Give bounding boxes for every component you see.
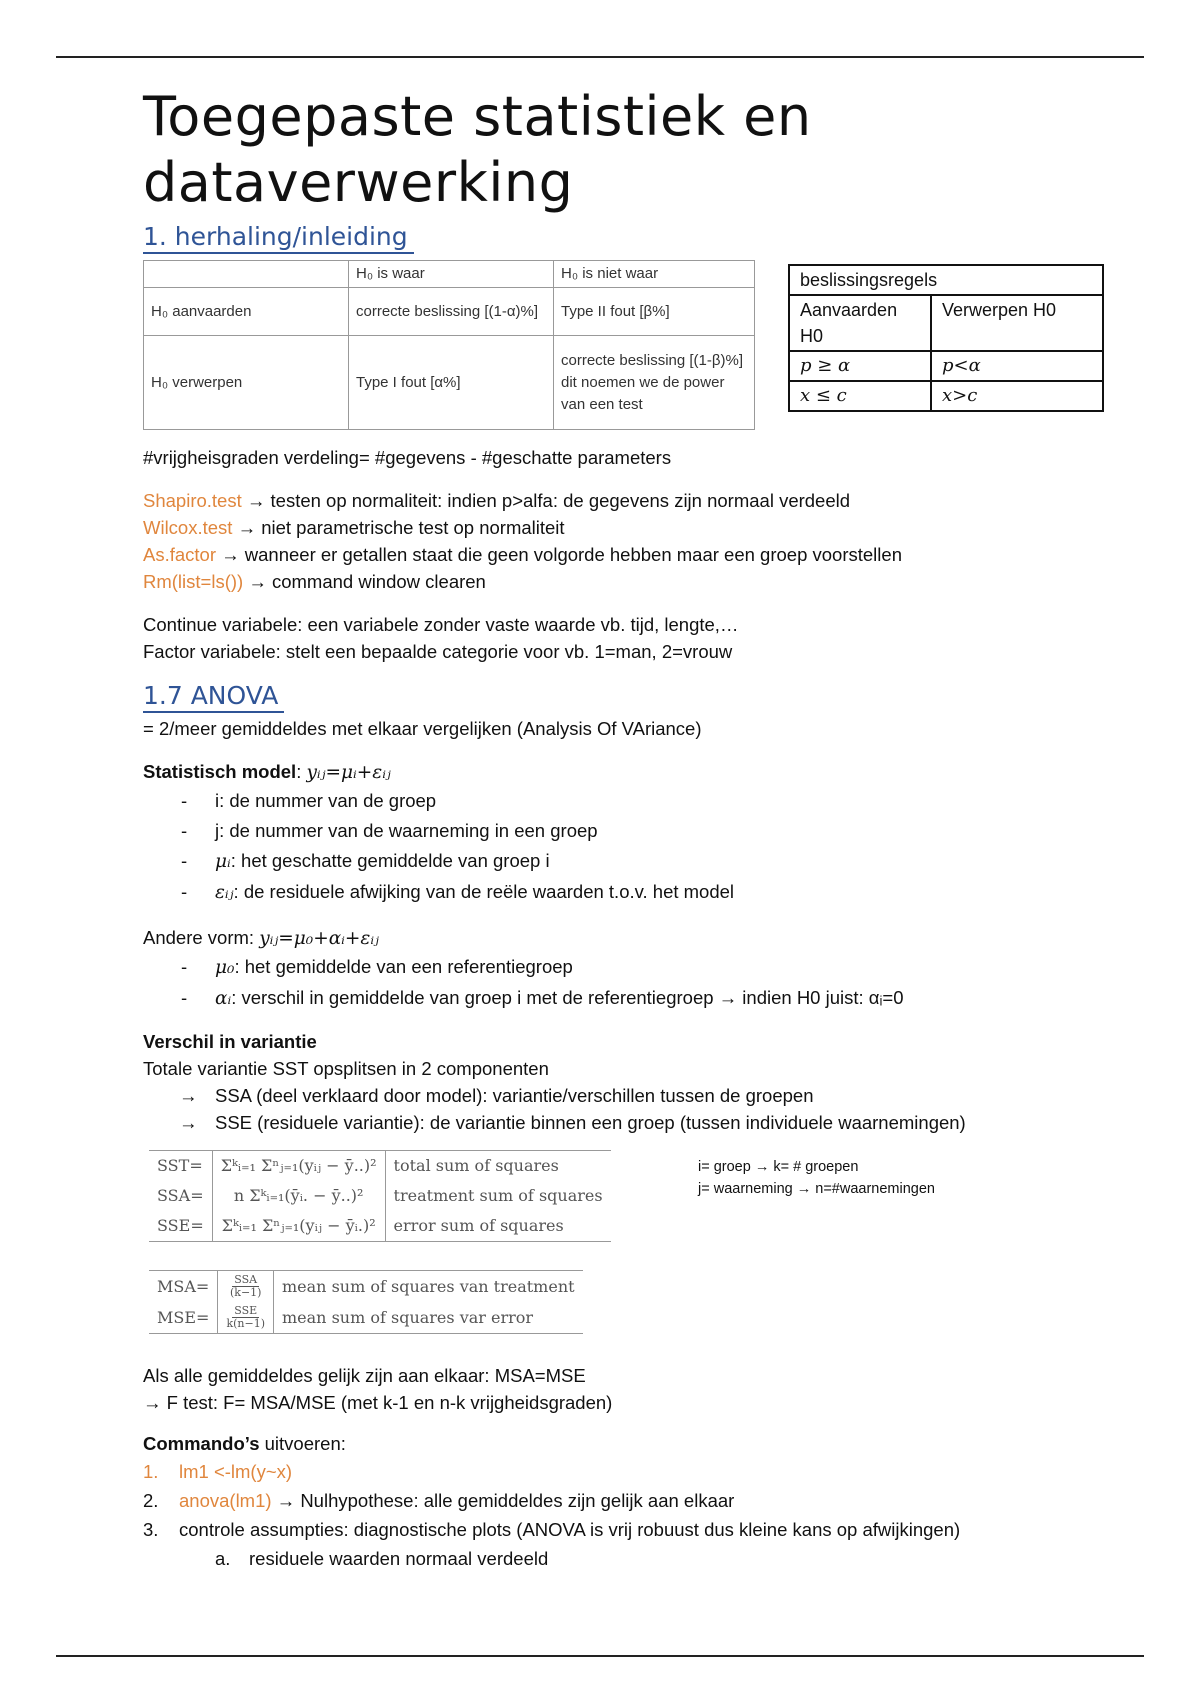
statistical-model: Statistisch model: yᵢⱼ=μᵢ+εᵢⱼ (143, 761, 391, 783)
table-row: SSE= Σᵏᵢ₌₁ Σⁿⱼ₌₁(yᵢⱼ − ȳᵢ.)² error sum of squares (149, 1211, 611, 1242)
degrees-of-freedom-note: #vrijgheisgraden verdeling= #gegevens - #geschatte parameters (143, 447, 672, 468)
anova-intro: = 2/meer gemiddeldes met elkaar vergelijken (Analysis Of VAriance) (143, 718, 702, 739)
list-item: - i: de nummer van de groep (215, 786, 1143, 816)
variance-heading: Verschil in variantie (143, 1031, 317, 1052)
index-side-note: i= groep → k= # groepen j= waarneming → n=#waarnemingen (698, 1159, 935, 1197)
equal-means-note: Als alle gemiddeldes gelijk zijn aan elkaar: MSA=MSE (143, 1365, 586, 1386)
sum-of-squares-table (149, 1150, 611, 1242)
alt-model-items (143, 952, 1143, 1014)
variance-items (143, 1082, 1143, 1136)
table-row: SST= Σᵏᵢ₌₁ Σⁿⱼ₌₁(yᵢⱼ − ȳ..)² total sum of squares (149, 1151, 611, 1182)
decision-rules-table: beslissingsregels Aanvaarden H0 Verwerpen H0 p ≥ α p<α x ≤ c x>c (788, 264, 1104, 412)
command-item: Shapiro.test → testen op normaliteit: indien p>alfa: de gegevens zijn normaal verdeeld (143, 490, 851, 511)
factor-variable-note: Factor variabele: stelt een bepaalde categorie voor vb. 1=man, 2=vrouw (143, 641, 733, 662)
list-item: - αᵢ: verschil in gemiddelde van groep i met de referentiegroep → indien H0 juist: αᵢ=0 (215, 983, 1143, 1014)
model-items (143, 786, 1143, 908)
document-body (143, 84, 1143, 1573)
section-heading-herhaling: 1. herhaling/inleiding (143, 222, 414, 254)
list-item: → SSE (residuele variantie): de variantie binnen een groep (tussen individuele waarnemingen) (215, 1109, 1143, 1136)
hypothesis-table: H₀ is waar H₀ is niet waar H₀ aanvaarden correcte beslissing [(1-α)%] Type II fout [β%] H₀ verwerpen Type I fout [α%] correcte beslissing [(1-β)%] dit noemen we de power van een test (143, 260, 755, 430)
command-list (143, 487, 1143, 595)
bottom-rule (56, 1655, 1144, 1657)
list-item: 2. anova(lm1) → Nulhypothese: alle gemiddeldes zijn gelijk aan elkaar (143, 1490, 735, 1511)
steps-list (143, 1457, 1143, 1544)
document-title: Toegepaste statistiek en dataverwerking (143, 85, 812, 214)
command-item: Wilcox.test → niet parametrische test op normaliteit (143, 517, 565, 538)
list-item: a. residuele waarden normaal verdeeld (215, 1548, 549, 1569)
list-item: 3. controle assumpties: diagnostische plots (ANOVA is vrij robuust dus kleine kans op afwijkingen) (143, 1519, 961, 1540)
table-row: MSA= $\frac{\text{SSA}}{(k-1)}$ mean sum of squares van treatment (149, 1271, 583, 1303)
substeps-list (143, 1544, 1143, 1573)
variance-intro: Totale variantie SST opsplitsen in 2 componenten (143, 1058, 549, 1079)
list-item: - μ₀: het gemiddelde van een referentiegroep (215, 952, 1143, 983)
list-item: 1. lm1 <-lm(y~x) (143, 1461, 293, 1482)
alternative-model: Andere vorm: yᵢⱼ=μ₀+αᵢ+εᵢⱼ (143, 927, 379, 949)
table-row: MSE= $\frac{\text{SSE}}{k(n-1)}$ mean sum of squares var error (149, 1302, 583, 1334)
command-item: As.factor → wanneer er getallen staat die geen volgorde hebben maar een groep voorstellen (143, 544, 902, 565)
list-item: - εᵢⱼ: de residuele afwijking van de reële waarden t.o.v. het model (215, 877, 1143, 908)
list-item: → SSA (deel verklaard door model): variantie/verschillen tussen de groepen (215, 1082, 1143, 1109)
section-heading-anova: 1.7 ANOVA (143, 681, 284, 713)
list-item: - μᵢ: het geschatte gemiddelde van groep i (215, 846, 1143, 877)
command-item: Rm(list=ls()) → command window clearen (143, 571, 486, 592)
list-item: - j: de nummer van de waarneming in een groep (215, 816, 1143, 846)
f-test-note: → F test: F= MSA/MSE (met k-1 en n-k vrijgheidsgraden) (143, 1392, 613, 1413)
commands-heading: Commando’s uitvoeren: (143, 1433, 346, 1454)
top-rule (56, 56, 1144, 58)
table-row: SSA= n Σᵏᵢ₌₁(ȳᵢ. − ȳ..)² treatment sum of squares (149, 1181, 611, 1211)
mean-squares-table (149, 1270, 583, 1334)
continuous-variable-note: Continue variabele: een variabele zonder vaste waarde vb. tijd, lengte,… (143, 614, 739, 635)
